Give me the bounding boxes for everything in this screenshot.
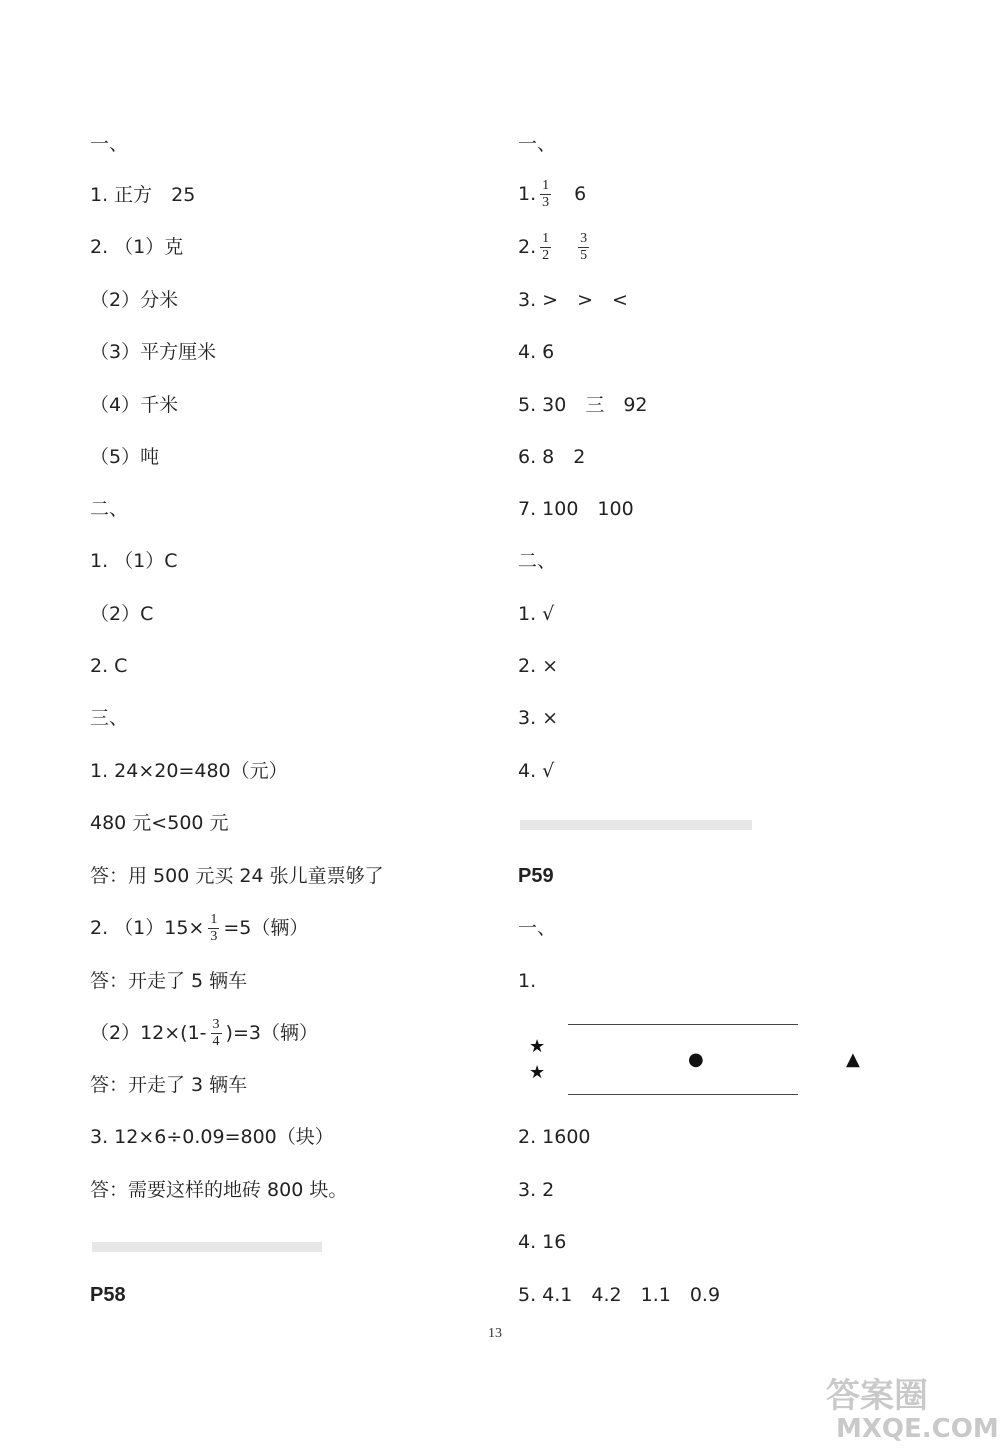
answer-line: 6. 8 2: [518, 446, 586, 468]
diagram-top-line: [568, 1024, 798, 1025]
watermark-url: MXQE.COM: [836, 1414, 999, 1444]
answer-line: 1. 正方 25: [90, 184, 196, 206]
answer-line: （2）C: [90, 603, 154, 625]
section-heading-2: 二、: [518, 550, 557, 572]
section-heading-3: 一、: [518, 917, 557, 939]
faint-line: [520, 820, 752, 830]
fraction: $\frac{3}{5}$: [580, 231, 588, 263]
answer-line: （3）平方厘米: [90, 341, 217, 363]
answer-line: 答：需要这样的地砖 800 块。: [90, 1179, 348, 1201]
answer-line: 5. 30 三 92: [518, 394, 648, 416]
section-heading-1: 一、: [518, 133, 557, 155]
answer-line: 3. 12×6÷0.09=800（块）: [90, 1126, 334, 1148]
faint-line: [92, 1242, 322, 1252]
answer-line: 答：开走了 5 辆车: [90, 970, 248, 992]
circle-icon: ●: [688, 1049, 704, 1070]
answer-line: 2. C: [90, 655, 128, 677]
answer-line: （4）千米: [90, 394, 179, 416]
fraction: $\frac{1}{2}$: [542, 231, 550, 263]
answer-line-with-fraction: 2. （1）15× $\frac{1}{3}$ =5（辆）: [90, 912, 309, 944]
answer-line: 5. 4.1 4.2 1.1 0.9: [518, 1284, 721, 1306]
answer-line: 2. 1600: [518, 1126, 591, 1148]
answer-line: 1.: [518, 970, 537, 992]
answer-line: （5）吨: [90, 446, 160, 468]
fraction: $\frac{1}{3}$: [210, 912, 218, 944]
answer-line: 答：开走了 3 辆车: [90, 1074, 248, 1096]
diagram-bottom-line: [568, 1094, 798, 1095]
answer-line: 3. > > <: [518, 289, 628, 311]
answer-line: 1. （1）C: [90, 550, 178, 572]
answer-line: 7. 100 100: [518, 498, 634, 520]
triangle-icon: ▲: [846, 1049, 860, 1070]
page-label-p59: P59: [518, 865, 554, 887]
answer-line: 1. √: [518, 603, 555, 625]
answer-line-with-fractions: 2. $\frac{1}{2}$ $\frac{3}{5}$: [518, 231, 588, 263]
answer-line: 1. 24×20=480（元）: [90, 760, 288, 782]
answer-line-with-fraction: （2）12×(1- $\frac{3}{4}$ )=3（辆）: [90, 1017, 318, 1049]
section-heading-2: 二、: [90, 498, 129, 520]
answer-line: 答：用 500 元买 24 张儿童票够了: [90, 865, 384, 887]
page-number: 13: [488, 1326, 502, 1341]
answer-line: （2）分米: [90, 289, 179, 311]
answer-line: 2. （1）克: [90, 236, 184, 258]
section-heading-3: 三、: [90, 707, 129, 729]
fraction: $\frac{1}{3}$: [542, 178, 550, 210]
watermark-logo: 答案圈: [826, 1376, 928, 1416]
page-label-p58: P58: [90, 1284, 126, 1306]
fraction: $\frac{3}{4}$: [212, 1017, 220, 1049]
answer-line: 3. 2: [518, 1179, 555, 1201]
star-icon: ★: [529, 1062, 546, 1083]
answer-line: 480 元<500 元: [90, 812, 229, 834]
star-icon: ★: [529, 1036, 546, 1057]
section-heading-1: 一、: [90, 133, 129, 155]
answer-line: 4. 16: [518, 1231, 567, 1253]
answer-line-with-fraction: 1. $\frac{1}{3}$ 6: [518, 178, 587, 210]
answer-line: 4. √: [518, 760, 555, 782]
answer-line: 4. 6: [518, 341, 555, 363]
answer-line: 2. ×: [518, 655, 559, 677]
answer-line: 3. ×: [518, 707, 559, 729]
